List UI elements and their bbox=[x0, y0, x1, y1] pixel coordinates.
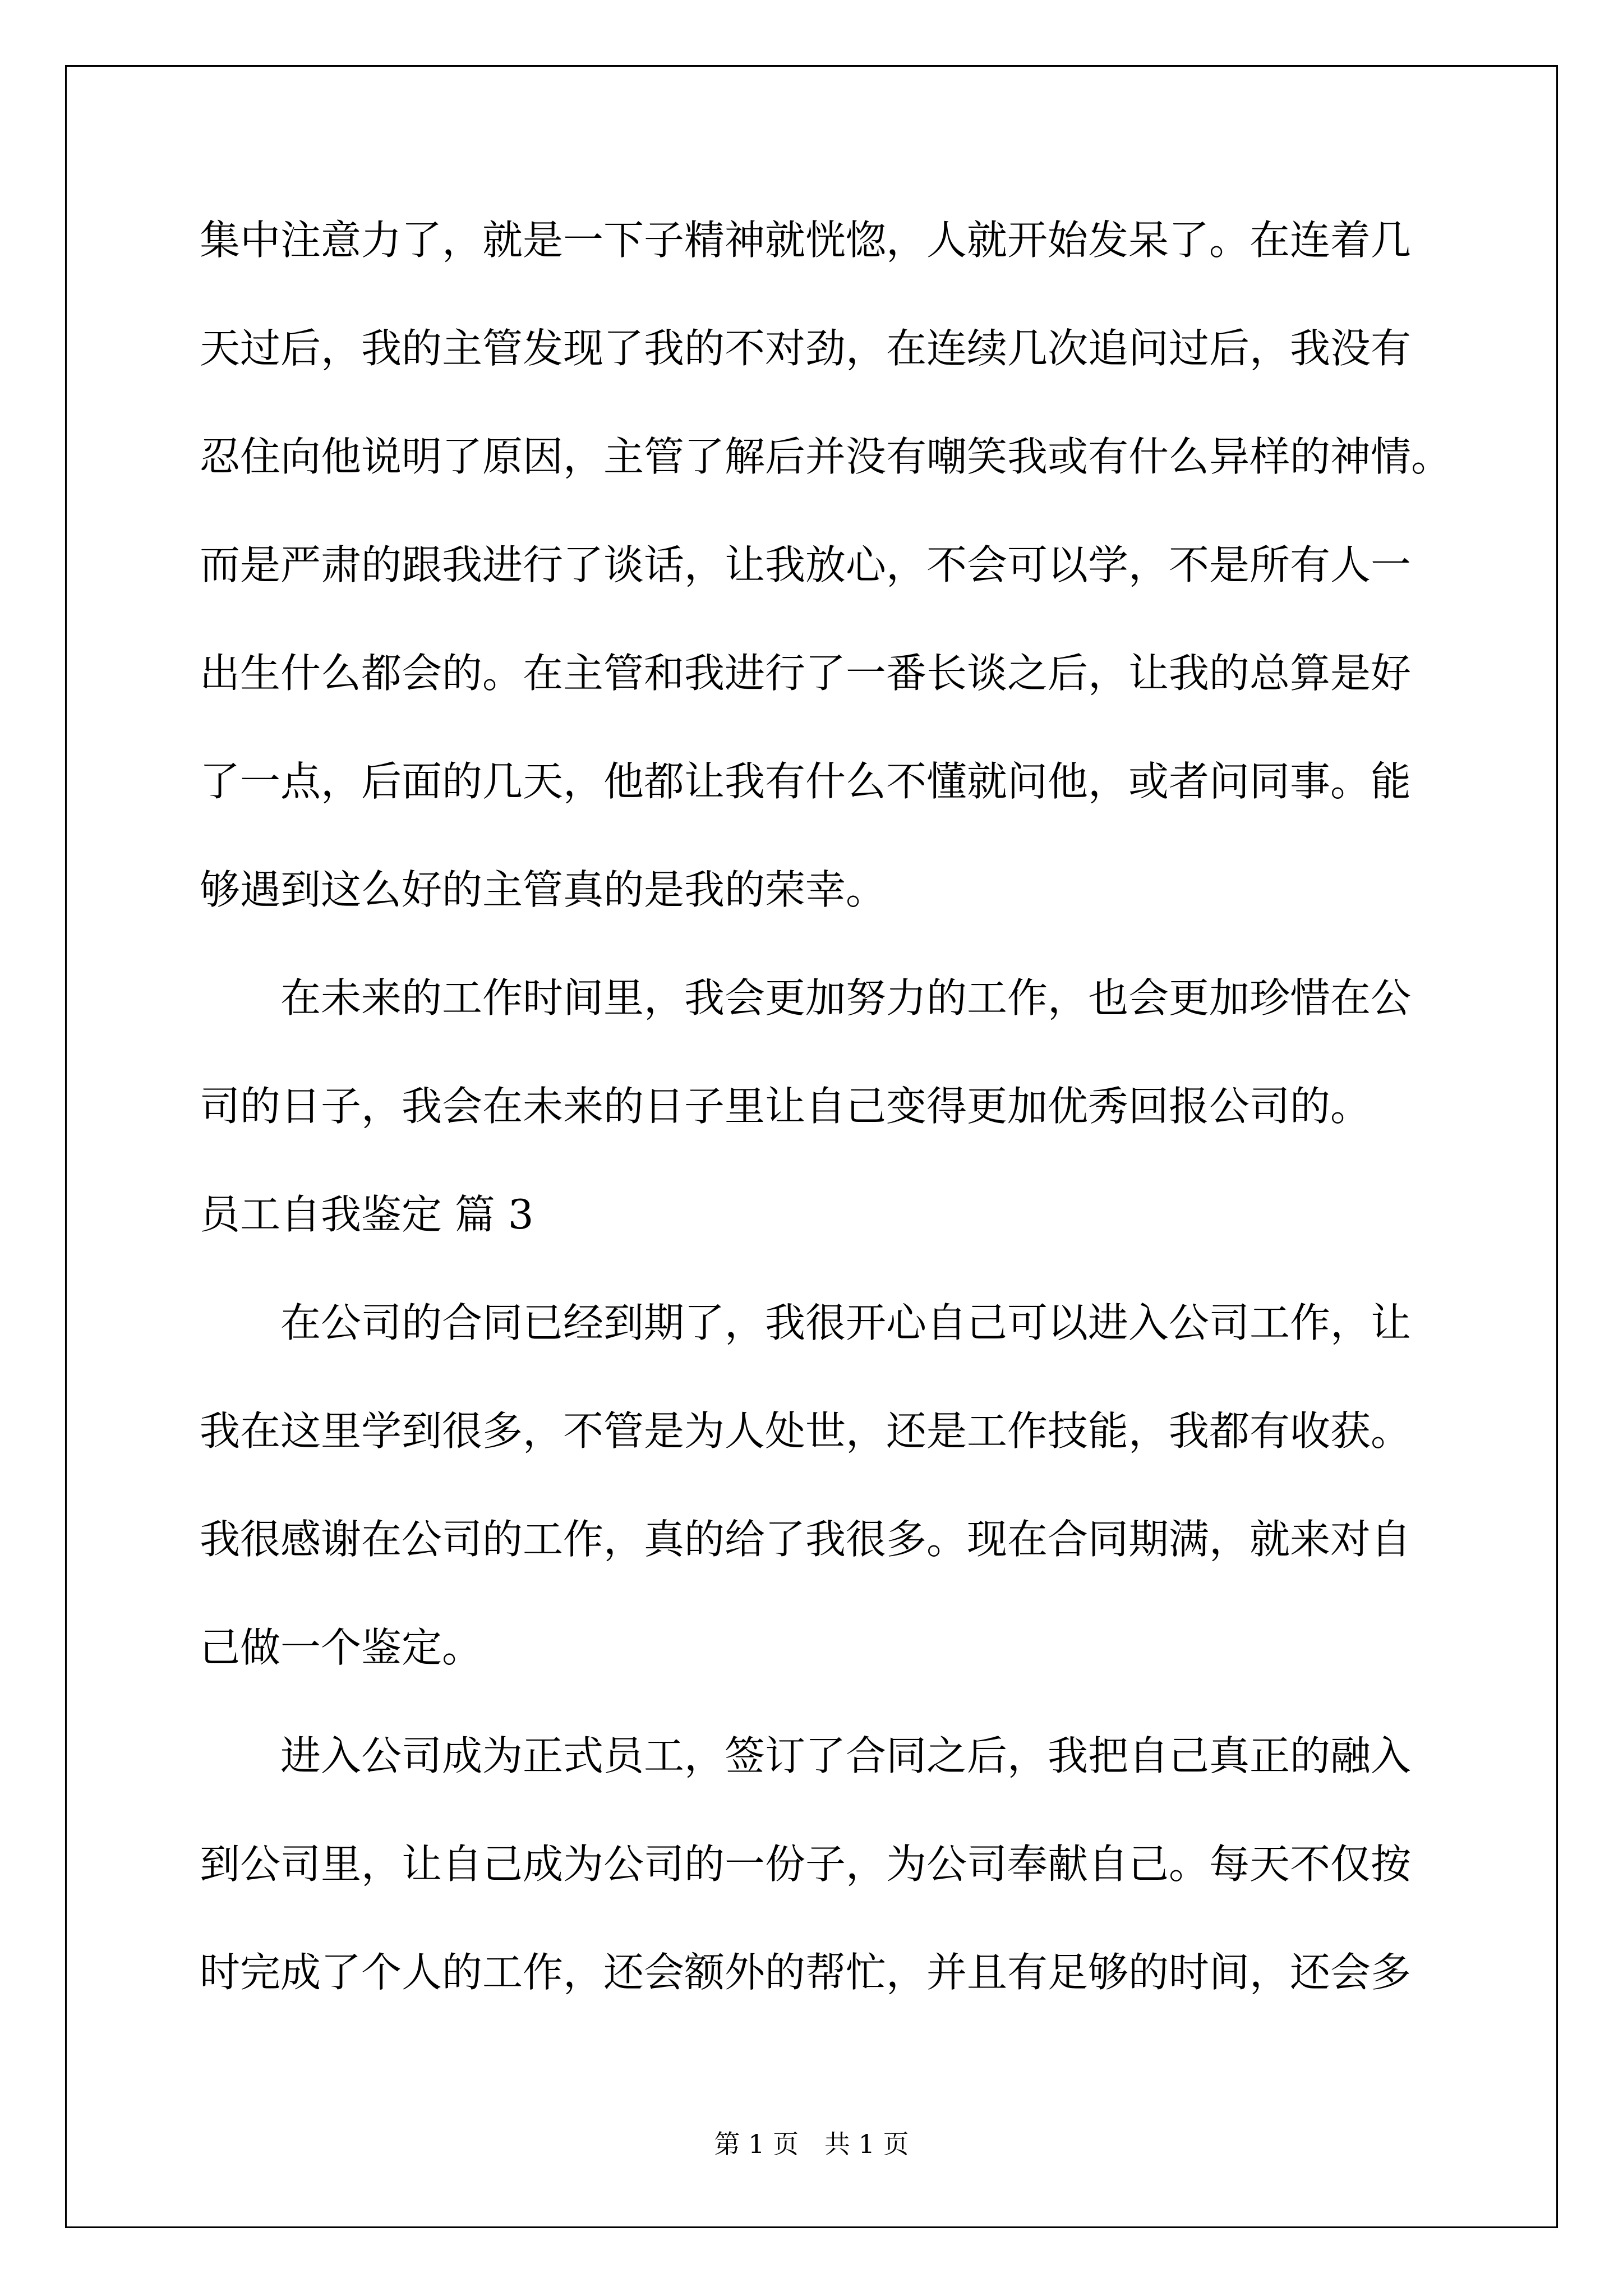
body-text-line: 出生什么都会的。在主管和我进行了一番长谈之后，让我的总算是好 bbox=[200, 650, 1412, 697]
body-text-line: 我很感谢在公司的工作，真的给了我很多。现在合同期满，就来对自 bbox=[200, 1516, 1412, 1563]
page-number-total: 共 1 页 bbox=[824, 2129, 909, 2159]
body-text-line: 够遇到这么好的主管真的是我的荣幸。 bbox=[200, 866, 887, 913]
page-number-current: 第 1 页 bbox=[714, 2129, 799, 2159]
body-text-line: 而是严肃的跟我进行了谈话，让我放心，不会可以学，不是所有人一 bbox=[200, 541, 1412, 588]
body-text-line: 天过后，我的主管发现了我的不对劲，在连续几次追问过后，我没有 bbox=[200, 325, 1412, 372]
paragraph-first-line: 进入公司成为正式员工，签订了合同之后，我把自己真正的融入 bbox=[280, 1732, 1412, 1779]
body-text-line: 集中注意力了，就是一下子精神就恍惚，人就开始发呆了。在连着几 bbox=[200, 217, 1412, 264]
page-border bbox=[65, 65, 1558, 2228]
section-heading: 员工自我鉴定 篇 3 bbox=[200, 1191, 534, 1238]
body-text-line: 司的日子，我会在未来的日子里让自己变得更加优秀回报公司的。 bbox=[200, 1083, 1371, 1130]
page-footer bbox=[0, 2127, 1623, 2161]
paragraph-first-line: 在公司的合同已经到期了，我很开心自己可以进入公司工作，让 bbox=[280, 1299, 1412, 1346]
paragraph-first-line: 在未来的工作时间里，我会更加努力的工作，也会更加珍惜在公 bbox=[280, 974, 1412, 1022]
body-text-line: 忍住向他说明了原因，主管了解后并没有嘲笑我或有什么异样的神情。 bbox=[200, 433, 1452, 480]
body-text-line: 时完成了个人的工作，还会额外的帮忙，并且有足够的时间，还会多 bbox=[200, 1949, 1412, 1996]
body-text-line: 到公司里，让自己成为公司的一份子，为公司奉献自己。每天不仅按 bbox=[200, 1841, 1412, 1888]
body-text-line: 了一点，后面的几天，他都让我有什么不懂就问他，或者问同事。能 bbox=[200, 758, 1412, 805]
body-text-line: 己做一个鉴定。 bbox=[200, 1624, 483, 1671]
body-text-line: 我在这里学到很多，不管是为人处世，还是工作技能，我都有收获。 bbox=[200, 1407, 1412, 1455]
